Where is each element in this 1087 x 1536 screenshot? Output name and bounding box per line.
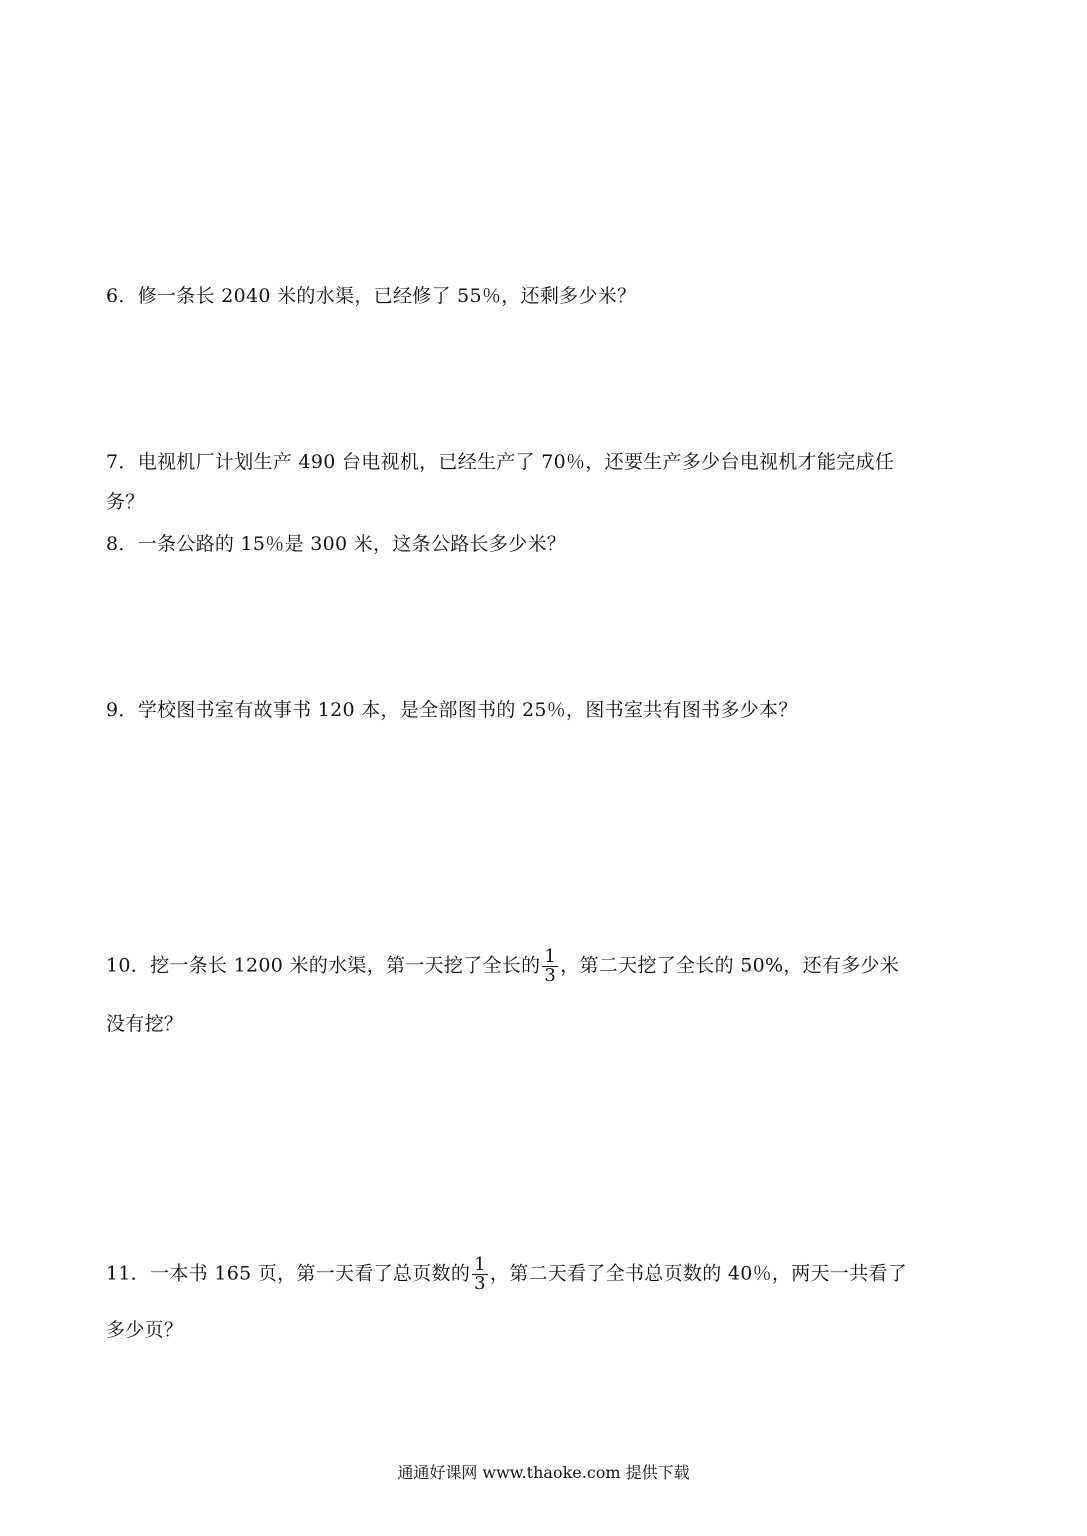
question-6: 6．修一条长 2040 米的水渠，已经修了 55％，还剩多少米？ <box>106 285 637 307</box>
question-7-line-2: 务？ <box>106 491 145 513</box>
fraction-numerator: 1 <box>544 946 557 967</box>
fraction-numerator: 1 <box>474 1254 486 1275</box>
fraction-one-third <box>472 1256 488 1293</box>
fraction-denominator: 3 <box>544 965 557 986</box>
question-10-text-before: 10．挖一条长 1200 米的水渠，第一天挖了全长的 <box>106 954 541 977</box>
question-10-text-after: ，第二天挖了全长的 50%，还有多少米 <box>560 954 900 977</box>
question-11-text-before: 11．一本书 165 页，第一天看了总页数的 <box>106 1262 471 1285</box>
fraction-denominator: 3 <box>474 1273 486 1294</box>
fraction-one-third <box>542 948 558 985</box>
footer-download-note: 通通好课网 www.thaoke.com 提供下载 <box>397 1463 690 1482</box>
question-9: 9．学校图书室有故事书 120 本，是全部图书的 25％，图书室共有图书多少本？ <box>106 699 798 721</box>
question-11-text-after: ，第二天看了全书总页数的 40％，两天一共看了 <box>489 1262 908 1285</box>
question-10-line-1 <box>106 948 899 985</box>
question-11-line-1 <box>106 1256 907 1293</box>
question-8: 8．一条公路的 15％是 300 米，这条公路长多少米？ <box>106 533 567 555</box>
question-7-line-1: 7．电视机厂计划生产 490 台电视机，已经生产了 70％，还要生产多少台电视机才能完成任 <box>106 451 895 473</box>
question-11-line-2: 多少页？ <box>106 1319 184 1341</box>
question-10-line-2: 没有挖？ <box>106 1013 184 1035</box>
